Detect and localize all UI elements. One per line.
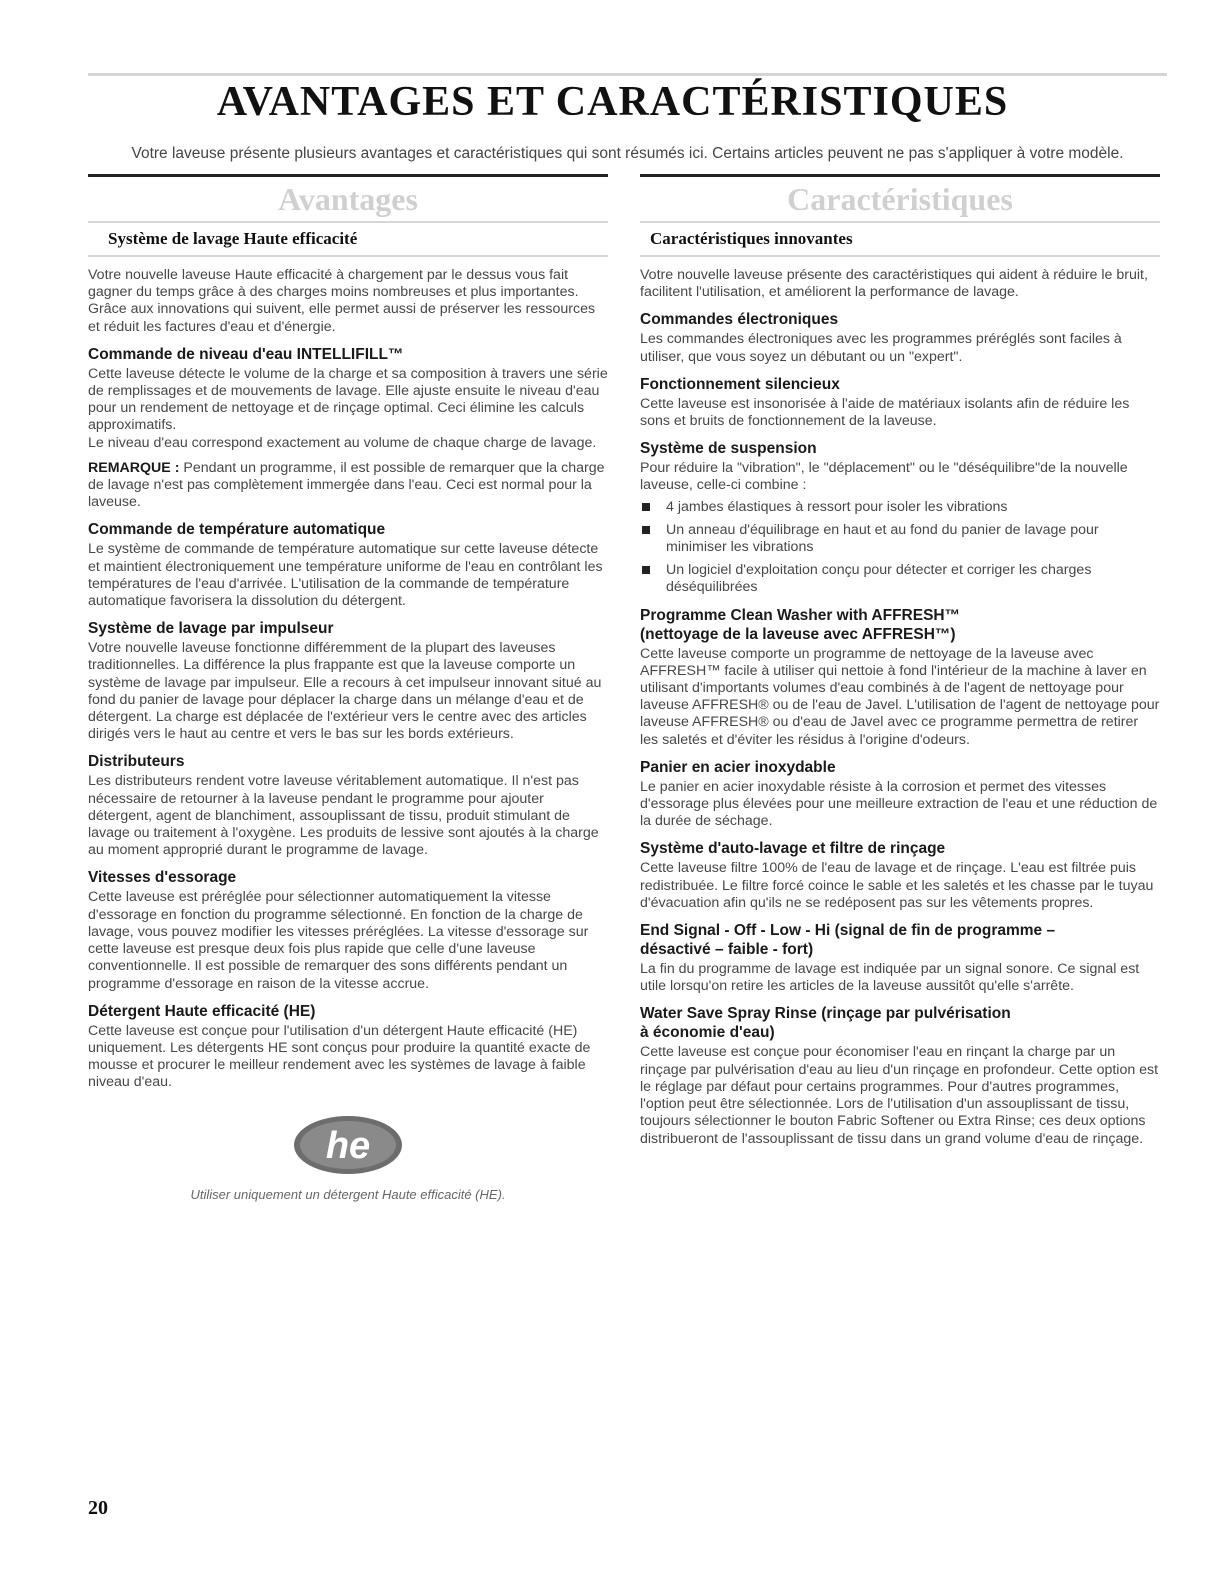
intellifill-text: Cette laveuse détecte le volume de la charge et sa composition à travers une série de remplissages et de mouvements de lavage. Elle ajuste ensuite le niveau d'eau pour un rendement de nettoyage et de rinçage optimal. Ceci élimine les calculs approximatifs. — [88, 365, 608, 434]
quiet-title: Fonctionnement silencieux — [640, 375, 840, 393]
impeller-title: Système de lavage par impulseur — [88, 620, 334, 638]
intellifill-title: Commande de niveau d'eau INTELLIFILL™ — [88, 345, 404, 363]
page-number: 20 — [88, 1497, 108, 1519]
basket-text: Le panier en acier inoxydable résiste à la corrosion et permet des vitesses d'essorage plus élevées pour une meilleure extraction de l'eau et une réduction de la durée de séchage. — [640, 778, 1158, 830]
section-intro: Votre nouvelle laveuse Haute efficacité à chargement par le dessus vous fait gagner du temps grâce à des charges moins nombreuses et plus importantes. Grâce aux innovations qui suivent, elle permet aussi de préserver les ressources et réduit les factures d'eau et d'énergie. — [88, 267, 596, 335]
top-rule — [88, 73, 1167, 76]
self-clean-title: Système d'auto-lavage et filtre de rinçage — [640, 840, 946, 858]
spin-title: Vitesses d'essorage — [88, 869, 237, 887]
temperature-title: Commande de température automatique — [88, 521, 386, 539]
intellifill-text-2: Le niveau d'eau correspond exactement au volume de chaque charge de lavage. — [88, 434, 597, 451]
suspension-title: Système de suspension — [640, 440, 817, 458]
advantages-column — [88, 174, 608, 1202]
list-item: 4 jambes élastiques à ressort pour isoler les vibrations — [640, 499, 1160, 516]
suspension-text: Pour réduire la "vibration", le "déplacement" ou le "déséquilibre"de la nouvelle laveuse, celle-ci combine : — [640, 460, 1128, 494]
temperature-text: Le système de commande de température automatique sur cette laveuse détecte et maintient électroniquement une température uniforme de l'eau en contrôlant les températures de l'eau d'arrivée. L'utilisation de la commande de température automatique favorisera la dissolution du détergent. — [88, 541, 603, 610]
page-title: AVANTAGES ET CARACTÉRISTIQUES — [216, 79, 1009, 125]
bullet-square-icon — [642, 566, 650, 574]
he-caption: Utiliser uniquement un détergent Haute efficacité (HE). — [190, 1186, 506, 1202]
water-save-title: Water Save Spray Rinse (rinçage par pulvérisation à économie d'eau) — [640, 1005, 1011, 1042]
affresh-title: Programme Clean Washer with AFFRESH™ (nettoyage de la laveuse avec AFFRESH™) — [640, 606, 961, 643]
bullet-square-icon — [642, 526, 650, 534]
advantages-heading: Avantages — [88, 177, 608, 223]
he-logo-block — [88, 1114, 608, 1181]
list-item: Un logiciel d'exploitation conçu pour détecter et corriger les charges déséquilibrées — [640, 562, 1160, 596]
section-title: Caractéristiques innovantes — [640, 223, 1160, 257]
suspension-list — [640, 499, 1160, 597]
section-intro: Votre nouvelle laveuse présente des caractéristiques qui aident à réduire le bruit, facilitent l'utilisation, et améliorent la performance de lavage. — [640, 267, 1148, 301]
water-save-text: Cette laveuse est conçue pour économiser l'eau en rinçant la charge par un rinçage par pulvérisation d'eau au lieu d'un rinçage en profondeur. Cette option est le réglage par défaut pour certains programmes. Pour d'autres programmes, l'option peut être sélectionnée. Lors de l'utilisation d'un assouplissant de tissu, toujours sélectionner le bouton Fabric Softener ou Extra Rinse; ces deux options distribueront de l'assouplissant de tissu dans un grand volume d'eau de rinçage. — [640, 1044, 1159, 1147]
quiet-text: Cette laveuse est insonorisée à l'aide de matériaux isolants afin de réduire les sons et bruits de fonctionnement de la laveuse. — [640, 395, 1130, 430]
end-signal-title: End Signal - Off - Low - Hi (signal de fin de programme – désactivé – faible - fort) — [640, 922, 1056, 959]
list-item: Un anneau d'équilibrage en haut et au fond du panier de lavage pour minimiser les vibrations — [640, 522, 1160, 556]
electronic-text: Les commandes électroniques avec les programmes préréglés sont faciles à utiliser, que vous soyez un débutant ou un "expert". — [640, 331, 1122, 365]
he-detergent-title: Détergent Haute efficacité (HE) — [88, 1002, 316, 1020]
electronic-title: Commandes électroniques — [640, 311, 839, 329]
features-column — [640, 174, 1160, 1148]
intellifill-remark — [88, 460, 608, 512]
bullet-square-icon — [642, 503, 650, 511]
basket-title: Panier en acier inoxydable — [640, 758, 836, 776]
impeller-text: Votre nouvelle laveuse fonctionne différemment de la plupart des laveuses traditionnelles. La différence la plus frappante est que la laveuse comporte un système de lavage par impulseur. Elle a recours à cet impulseur innovant situé au fond du panier de lavage pour déplacer la charge dans un mélange d'eau et de détergent. La charge est déplacée de l'extérieur vers le centre avec des articles dirigés vers le haut au centre et vers le bas sur les bords extérieurs. — [88, 640, 602, 743]
he-logo-icon — [292, 1114, 404, 1176]
self-clean-text: Cette laveuse filtre 100% de l'eau de lavage et de rinçage. L'eau est filtrée puis redistribuée. Le filtre forcé coince le sable et les saletés et les chasse par le tuyau d'évacuation afin qu'ils ne se redéposent pas sur les vêtements propres. — [640, 860, 1154, 911]
he-detergent-text: Cette laveuse est conçue pour l'utilisation d'un détergent Haute efficacité (HE) uniquement. Les détergents HE sont conçus pour produire la quantité exacte de mousse et procurer le meilleur rendement avec les systèmes de lavage à faible niveau d'eau. — [88, 1022, 591, 1091]
dispensers-title: Distributeurs — [88, 753, 185, 771]
end-signal-text: La fin du programme de lavage est indiquée par un signal sonore. Ce signal est utile lorsqu'on retire les articles de la laveuse aussitôt qu'elle s'arrête. — [640, 961, 1140, 995]
section-title: Système de lavage Haute efficacité — [88, 223, 608, 257]
remark-label: REMARQUE : — [88, 459, 180, 476]
remark-text: Pendant un programme, il est possible de remarquer que la charge de lavage n'est pas complètement immergée dans l'eau. Ceci est normal pour la laveuse. — [88, 459, 605, 511]
affresh-text: Cette laveuse comporte un programme de nettoyage de la laveuse avec AFFRESH™ facile à utiliser qui nettoie à fond l'intérieur de la machine à laver en utilisant d'importants volumes d'eau combinés à de l'agent de nettoyage pour laveuse AFFRESH® ou de l'eau de Javel. L'utilisation de l'agent de nettoyage pour laveuse AFFRESH® ou d'eau de Javel avec ce programme permettra de retirer les saletés et d'éviter les résidus à l'origine d'odeurs. — [640, 645, 1160, 748]
spin-text: Cette laveuse est préréglée pour sélectionner automatiquement la vitesse d'essorage en fonction du programme sélectionné. En fonction de la charge de lavage, vous pouvez modifier les vitesses préréglées. La vitesse d'essorage sur cette laveuse est presque deux fois plus rapide que celle d'une laveuse conventionnelle. Il est possible de remarquer des sons différents pendant un programme d'essorage en raison de la vitesse accrue. — [88, 889, 589, 992]
features-heading: Caractéristiques — [640, 177, 1160, 223]
dispensers-text: Les distributeurs rendent votre laveuse véritablement automatique. Il n'est pas nécessaire de retourner à la laveuse pendant le programme pour ajouter détergent, agent de blanchiment, assouplissant de tissu, produit stimulant de lavage ou traitement à l'oxygène. Les produits de lessive sont ajoutés à la charge au moment approprié durant le programme de lavage. — [88, 773, 599, 859]
he-logo-text: he — [325, 1124, 371, 1167]
page-intro: Votre laveuse présente plusieurs avantages et caractéristiques qui sont résumés ici. Certains articles peuvent ne pas s'appliquer à votre modèle. — [131, 145, 1124, 162]
